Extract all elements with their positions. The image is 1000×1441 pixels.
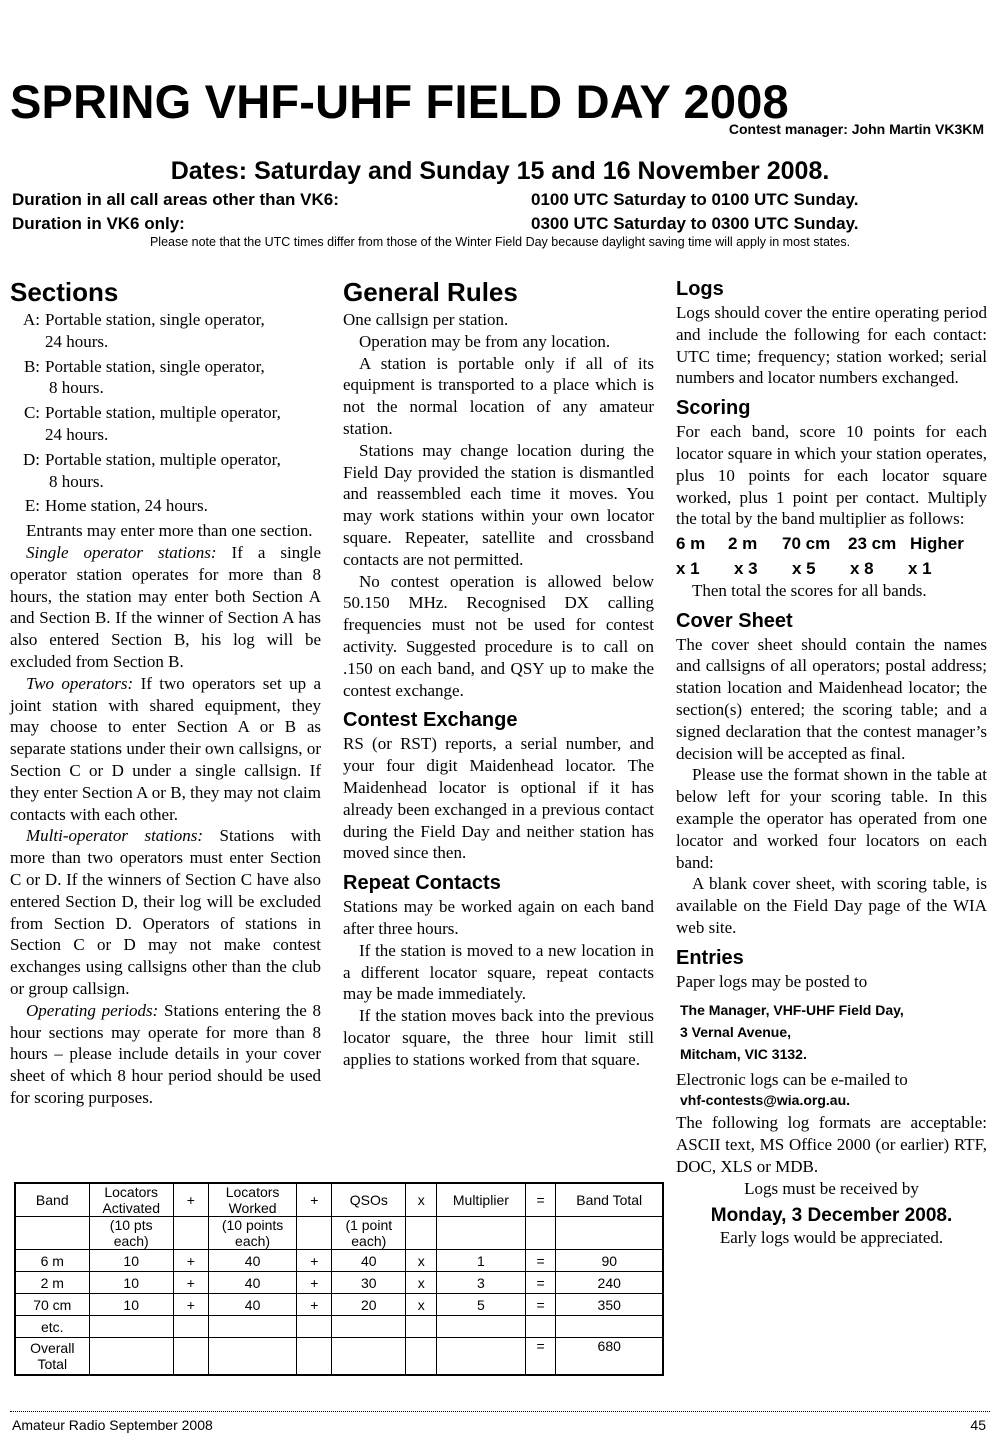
table-cell [15, 1217, 89, 1250]
logs-column [676, 276, 987, 1249]
table-row [15, 1316, 663, 1338]
multiplier-label: x 1 [908, 558, 932, 578]
multiplier-label: x 5 [792, 558, 816, 578]
header-equals: = [525, 1183, 556, 1217]
logs-received: Logs must be received by [744, 1178, 919, 1198]
address-line: 3 Vernal Avenue, [680, 1023, 792, 1040]
operating-periods-text: Stations entering the 8 hour sections may operate for more than 8 hours – please include details in your cover sheet of which 8 hour period should be used for scoring purposes. [10, 1000, 321, 1107]
row-multiplier: 3 [437, 1272, 525, 1294]
row-locators-activated: 10 [89, 1272, 173, 1294]
row-qsos [332, 1316, 406, 1338]
logs-text: Logs should cover the entire operating period and include the following for each contact: UTC time; frequency; station worked; serial numbers and locator numbers exchanged. [676, 303, 987, 388]
operating-periods-label: Operating periods: [26, 1000, 159, 1020]
row-times [406, 1316, 437, 1338]
row-plus: + [173, 1250, 208, 1272]
single-operator-label: Single operator stations: [26, 542, 217, 562]
scoring-text: For each band, score 10 points for each locator square in which your station operates, plus 10 points for each locator square worked, plus 1 point per contact. Multiply the total by the band multiplier as follows: [676, 422, 987, 529]
footer-publication: Amateur Radio September 2008 [12, 1417, 213, 1433]
contest-manager: Contest manager: John Martin VK3KM [728, 121, 984, 137]
rule-paragraph: One callsign per station. [343, 310, 509, 329]
repeat-contacts-heading: Repeat Contacts [343, 872, 501, 895]
row-band: 2 m [15, 1272, 89, 1294]
duration-vk6-value: 0300 UTC Saturday to 0300 UTC Sunday. [531, 214, 859, 233]
table-cell [89, 1338, 173, 1376]
single-operator-paragraph [10, 542, 321, 673]
rule-paragraph: No contest operation is allowed below 50.150 MHz. Recognised DX calling frequencies must not be used for contest activity. Suggested procedure is to call on .150 on each band, and QSY up to make the contest exchange. [343, 571, 654, 700]
row-times: x [406, 1272, 437, 1294]
row-multiplier: 5 [437, 1294, 525, 1316]
section-key: D: [23, 449, 40, 469]
section-key: C: [23, 403, 40, 423]
multi-operator-text: Stations with more than two operators must enter Section C or D. If the winners of Section C have also entered Section D, their log will be excluded from Section D. Operators of stations in Section C or D may not make contest exchanges using callsigns other than the club or group callsign. [10, 826, 321, 998]
contest-exchange-heading: Contest Exchange [343, 709, 518, 732]
two-operators-paragraph [10, 673, 321, 826]
multiplier-label: x 8 [850, 558, 874, 578]
row-band-total: 240 [556, 1272, 663, 1294]
rule-paragraph: Operation may be from any location. [359, 331, 611, 351]
table-cell [525, 1217, 556, 1250]
table-row [15, 1294, 663, 1316]
deadline-date: Monday, 3 December 2008. [710, 1205, 953, 1227]
band-label: 23 cm [848, 534, 897, 554]
header-multiplier: Multiplier [437, 1183, 525, 1217]
section-item [10, 449, 321, 493]
row-equals: = [525, 1294, 556, 1316]
band-label: 2 m [728, 534, 758, 554]
row-locators-worked: 40 [208, 1272, 296, 1294]
row-plus [173, 1316, 208, 1338]
operating-periods-paragraph [10, 1000, 321, 1109]
scoring-table [14, 1182, 664, 1376]
logs-heading: Logs [676, 278, 724, 300]
overall-label: Overall Total [15, 1338, 89, 1376]
header-band: Band [15, 1183, 89, 1217]
row-multiplier [437, 1316, 525, 1338]
row-band: 70 cm [15, 1294, 89, 1316]
row-plus [297, 1316, 332, 1338]
section-text-2: 24 hours. [45, 424, 109, 444]
header-locators-worked: Locators Worked [208, 1183, 296, 1217]
entries-heading: Entries [676, 946, 744, 969]
header-times: x [406, 1183, 437, 1217]
row-qsos: 30 [332, 1272, 406, 1294]
band-label: 6 m [676, 534, 706, 554]
section-item [10, 495, 321, 517]
table-cell [437, 1338, 525, 1376]
overall-equals: = [525, 1338, 556, 1376]
cover-paragraph: Please use the format shown in the table at below left for your scoring table. In this example the operator has operated from one locator and worked four locators on each band: [676, 765, 987, 872]
row-plus: + [173, 1294, 208, 1316]
general-rules-heading: General Rules [343, 277, 518, 307]
section-text: Portable station, multiple operator, [45, 449, 281, 469]
section-text: Portable station, single operator, [45, 310, 265, 329]
row-plus: + [297, 1250, 332, 1272]
sub-locators-worked: (10 points each) [208, 1217, 296, 1250]
row-locators-worked: 40 [208, 1294, 296, 1316]
section-text: Portable station, multiple operator, [45, 403, 281, 423]
contest-dates: Dates: Saturday and Sunday 15 and 16 November 2008. [170, 157, 830, 185]
row-times: x [406, 1250, 437, 1272]
overall-total: 680 [556, 1338, 663, 1376]
multi-operator-paragraph [10, 825, 321, 999]
entrants-paragraph: Entrants may enter more than one section. [26, 521, 313, 541]
log-formats: The following log formats are acceptable: ASCII text, MS Office 2000 (or earlier) RTF, DOC, XLS or MDB. [676, 1113, 987, 1176]
band-row [676, 533, 987, 555]
row-plus: + [297, 1272, 332, 1294]
table-row [15, 1272, 663, 1294]
band-label: Higher [910, 534, 964, 554]
cover-sheet-heading: Cover Sheet [676, 609, 793, 632]
sections-column [10, 276, 321, 1109]
table-cell [437, 1217, 525, 1250]
multiplier-label: x 3 [734, 558, 758, 578]
duration-other-value: 0100 UTC Saturday to 0100 UTC Sunday. [531, 190, 859, 209]
rule-paragraph: A station is portable only if all of its equipment is transported to a place which is not the normal location of any amateur station. [343, 353, 654, 438]
header-band-total: Band Total [556, 1183, 663, 1217]
table-cell [406, 1338, 437, 1376]
table-cell [556, 1217, 663, 1250]
section-key: A: [23, 310, 40, 329]
row-band: 6 m [15, 1250, 89, 1272]
repeat-paragraph: If the station is moved to a new location in a different locator square, repeat contacts may be made immediately. [343, 940, 654, 1004]
header-plus: + [297, 1183, 332, 1217]
repeat-paragraph: If the station moves back into the previous locator square, the three hour limit still applies to stations worked from that square. [343, 1006, 654, 1069]
row-equals [525, 1316, 556, 1338]
row-band: etc. [15, 1316, 89, 1338]
table-subheader-row [15, 1217, 663, 1250]
row-locators-activated: 10 [89, 1294, 173, 1316]
contest-exchange-text: RS (or RST) reports, a serial number, and your four digit Maidenhead locator. The Maidenhead locator is optional if it has already been exchanged in a previous contact during the Field Day and neither station has moved since then. [343, 734, 654, 863]
row-locators-activated [89, 1316, 173, 1338]
row-band-total: 350 [556, 1294, 663, 1316]
postal-address [680, 999, 987, 1065]
table-cell [173, 1338, 208, 1376]
utc-note: Please note that the UTC times differ from those of the Winter Field Day because daylight saving time will apply in most states. [149, 235, 851, 249]
two-operators-text: If two operators set up a joint station with shared equipment, they may choose to enter Section A or B as separate stations under their own callsigns, or Section C or D under a single callsign. If they enter Section A or B, they may not claim contacts with each other. [10, 673, 321, 824]
address-line: Mitcham, VIC 3132. [680, 1045, 807, 1062]
general-rules-column [343, 276, 654, 1071]
page-title: SPRING VHF-UHF FIELD DAY 2008 [10, 75, 789, 128]
row-locators-worked [208, 1316, 296, 1338]
row-qsos: 40 [332, 1250, 406, 1272]
section-text-2: 8 hours. [49, 378, 104, 398]
table-cell [297, 1338, 332, 1376]
entries-text: Paper logs may be posted to [676, 971, 868, 991]
row-multiplier: 1 [437, 1250, 525, 1272]
row-equals: = [525, 1272, 556, 1294]
cover-paragraph: The cover sheet should contain the names and callsigns of all operators; postal address; station location and Maidenhead locator; the section(s) entered; the scoring table; and a signed declaration that the contest manager’s decision will be accepted as final. [676, 634, 987, 763]
row-equals: = [525, 1250, 556, 1272]
header-plus: + [173, 1183, 208, 1217]
multiplier-label: x 1 [676, 558, 700, 578]
row-qsos: 20 [332, 1294, 406, 1316]
section-text: Home station, 24 hours. [45, 496, 208, 516]
band-label: 70 cm [782, 534, 831, 554]
footer-divider [10, 1411, 990, 1412]
email-address: vhf-contests@wia.org.au. [680, 1092, 851, 1109]
row-times: x [406, 1294, 437, 1316]
multi-operator-label: Multi-operator stations: [26, 826, 204, 846]
table-row [15, 1250, 663, 1272]
header-qsos: QSOs [332, 1183, 406, 1217]
rule-paragraph: Stations may change location during the Field Day provided the station is dismantled and reassembled each time it moves. You may work stations within your own locator square. Repeater, satellite and crossband contacts are not permitted. [343, 440, 654, 569]
scoring-heading: Scoring [676, 397, 751, 420]
multiplier-row [676, 558, 987, 580]
sections-heading: Sections [10, 277, 119, 307]
table-cell [173, 1217, 208, 1250]
single-operator-text: If a single operator station operates for more than 8 hours, the station may enter both Section A and Section B. If the winner of Section A has also entered Section B, his log will be excluded from Section B. [10, 542, 321, 671]
repeat-paragraph: Stations may be worked again on each band after three hours. [343, 897, 654, 938]
duration-other-label: Duration in all call areas other than VK6: [12, 190, 339, 209]
row-plus: + [297, 1294, 332, 1316]
section-text: Portable station, single operator, [45, 356, 265, 376]
early-logs: Early logs would be appreciated. [719, 1228, 944, 1248]
table-header-row [15, 1183, 663, 1217]
table-cell [332, 1338, 406, 1376]
table-cell [406, 1217, 437, 1250]
row-locators-activated: 10 [89, 1250, 173, 1272]
table-cell [208, 1338, 296, 1376]
row-plus: + [173, 1272, 208, 1294]
email-intro: Electronic logs can be e-mailed to [676, 1069, 908, 1089]
header-locators-activated: Locators Activated [89, 1183, 173, 1217]
row-band-total: 90 [556, 1250, 663, 1272]
table-overall-row [15, 1338, 663, 1376]
cover-paragraph: A blank cover sheet, with scoring table, is available on the Field Day page of the WIA web site. [676, 874, 987, 937]
section-key: B: [23, 356, 40, 376]
scoring-then: Then total the scores for all bands. [692, 580, 927, 600]
two-operators-label: Two operators: [26, 673, 134, 693]
section-text-2: 8 hours. [49, 471, 104, 491]
section-item [10, 356, 321, 400]
table-cell [297, 1217, 332, 1250]
row-locators-worked: 40 [208, 1250, 296, 1272]
row-band-total [556, 1316, 663, 1338]
page-number: 45 [970, 1417, 986, 1433]
sub-qsos: (1 point each) [332, 1217, 406, 1250]
section-item [10, 309, 321, 353]
section-key: E: [24, 496, 40, 516]
sub-locators-activated: (10 pts each) [89, 1217, 173, 1250]
section-text-2: 24 hours. [45, 331, 109, 351]
address-line: The Manager, VHF-UHF Field Day, [680, 1001, 904, 1018]
section-item [10, 402, 321, 446]
duration-vk6-label: Duration in VK6 only: [12, 214, 185, 233]
